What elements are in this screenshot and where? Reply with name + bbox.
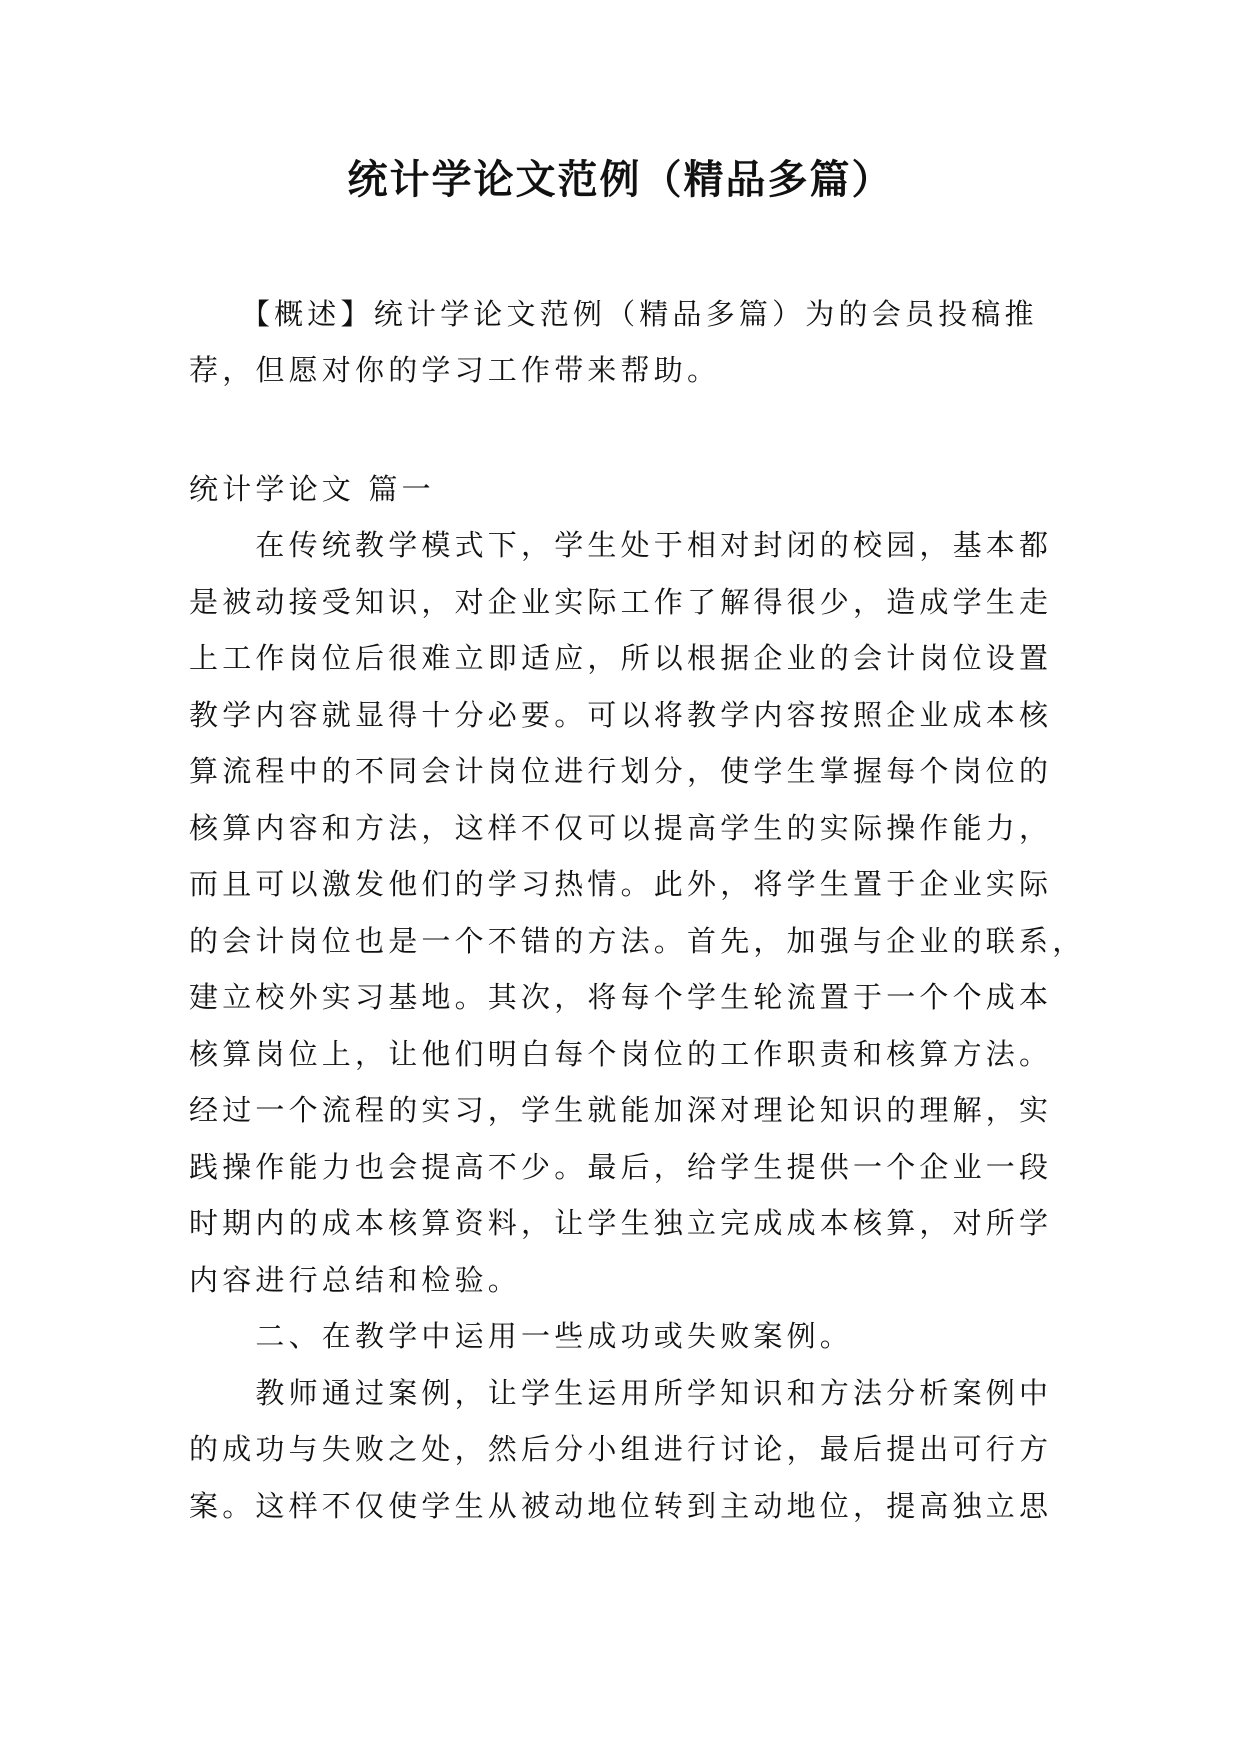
body-line: 内容进行总结和检验。 <box>189 1262 522 1297</box>
section-heading-text: 统计学论文 篇一 <box>189 472 435 506</box>
body-line: 的成功与失败之处，然后分小组进行讨论，最后提出可行方 <box>189 1432 1053 1466</box>
section-heading <box>189 461 1049 518</box>
body-line: 算流程中的不同会计岗位进行划分，使学生掌握每个岗位的 <box>189 754 1053 788</box>
summary-line: 【概述】统计学论文范例（精品多篇）为的会员投稿推 <box>189 297 1038 331</box>
body-line: 建立校外实习基地。其次，将每个学生轮流置于一个个成本 <box>189 980 1053 1014</box>
body-line: 在传统教学模式下，学生处于相对封闭的校园，基本都 <box>189 528 1053 562</box>
body-line: 而且可以激发他们的学习热情。此外，将学生置于企业实际 <box>189 867 1053 901</box>
body-line: 经过一个流程的实习，学生就能加深对理论知识的理解，实 <box>189 1093 1053 1127</box>
body-line: 教师通过案例，让学生运用所学知识和方法分析案例中 <box>189 1375 1053 1410</box>
document-title: 统计学论文范例（精品多篇） <box>347 157 894 203</box>
body-line: 践操作能力也会提高不少。最后，给学生提供一个企业一段 <box>189 1149 1053 1184</box>
body-line: 教学内容就显得十分必要。可以将教学内容按照企业成本核 <box>189 697 1053 732</box>
body-line: 二、在教学中运用一些成功或失败案例。 <box>189 1319 854 1353</box>
body-line: 案。这样不仅使学生从被动地位转到主动地位，提高独立思 <box>189 1488 1053 1523</box>
body-line: 是被动接受知识，对企业实际工作了解得很少，造成学生走 <box>189 584 1053 619</box>
body-line: 的会计岗位也是一个不错的方法。首先，加强与企业的联系， <box>189 923 1086 958</box>
summary-paragraph <box>189 286 1049 398</box>
body-line: 上工作岗位后很难立即适应，所以根据企业的会计岗位设置 <box>189 641 1053 675</box>
body-line: 核算岗位上，让他们明白每个岗位的工作职责和核算方法。 <box>189 1036 1053 1071</box>
body-line: 时期内的成本核算资料，让学生独立完成成本核算，对所学 <box>189 1206 1053 1240</box>
body-line: 核算内容和方法，这样不仅可以提高学生的实际操作能力， <box>189 810 1053 845</box>
body-text <box>189 517 1086 1534</box>
summary-line: 荐，但愿对你的学习工作带来帮助。 <box>189 353 721 387</box>
